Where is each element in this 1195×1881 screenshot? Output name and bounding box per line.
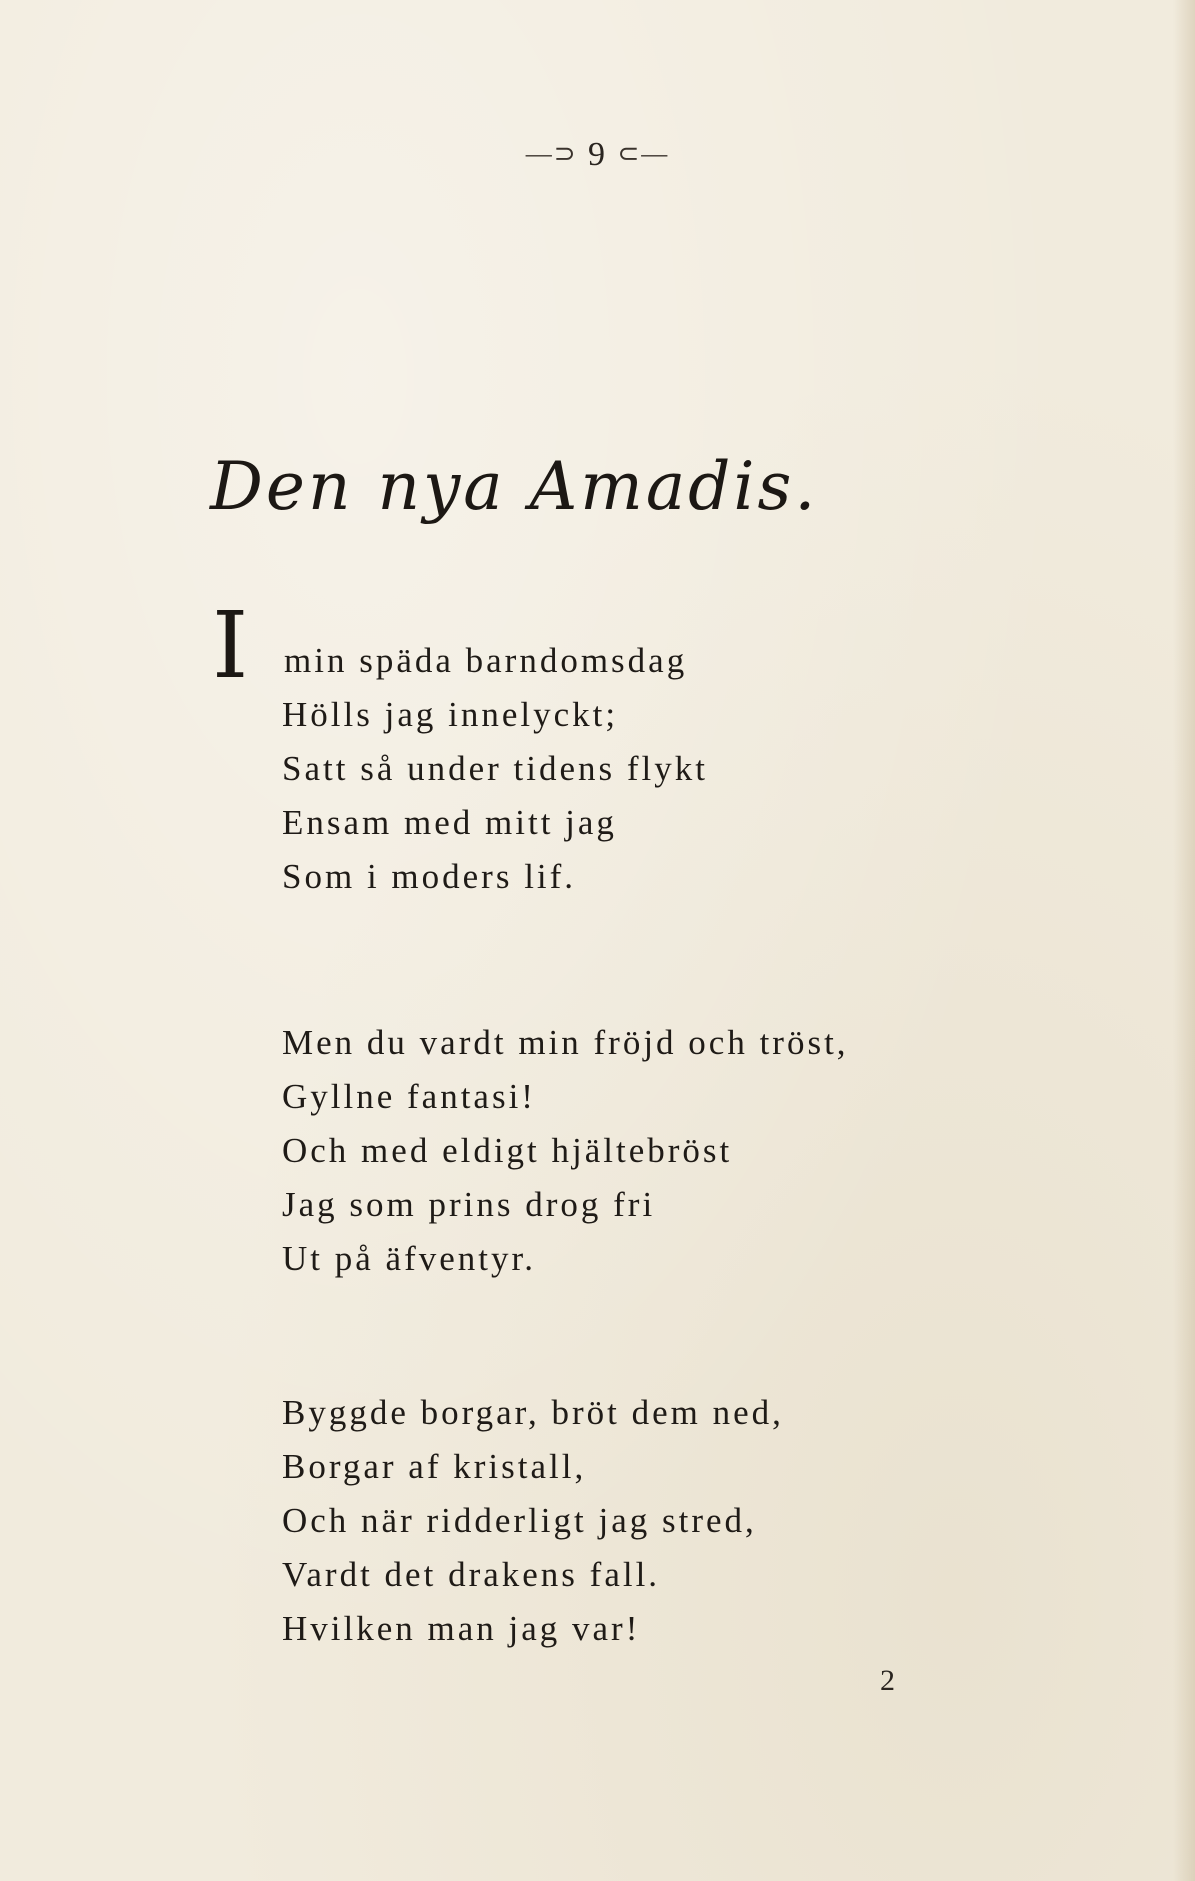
stanza-2 (282, 1016, 849, 1286)
stanza-3 (282, 1386, 784, 1656)
verse-line: Men du vardt min fröjd och tröst, (282, 1023, 849, 1062)
verse-line: Byggde borgar, bröt dem ned, (282, 1393, 784, 1432)
drop-cap: I (212, 592, 249, 699)
page-number: 9 (588, 136, 607, 173)
verse-line: Som i moders lif. (282, 857, 577, 896)
stanza-1 (282, 634, 708, 904)
verse-line: min späda barndomsdag (284, 641, 688, 680)
verse-line: Och med eldigt hjältebröst (282, 1131, 733, 1170)
verse-line: Och när ridderligt jag stred, (282, 1501, 757, 1540)
verse-line: Hvilken man jag var! (282, 1609, 641, 1648)
signature-mark: 2 (880, 1664, 895, 1697)
verse-line: Ensam med mitt jag (282, 803, 617, 842)
poem-title: Den nya Amadis. (210, 448, 819, 525)
page-edge-shadow (1173, 0, 1195, 1881)
ornament-left-icon: —⊃ (525, 139, 578, 168)
verse-line: Gyllne fantasi! (282, 1077, 536, 1116)
page-header (0, 136, 1195, 174)
verse-line: Vardt det drakens fall. (282, 1555, 661, 1594)
verse-line: Jag som prins drog fri (282, 1185, 656, 1224)
verse-line: Satt så under tidens flykt (282, 749, 709, 788)
verse-line: Hölls jag innelyckt; (282, 695, 619, 734)
verse-line: Ut på äfventyr. (282, 1239, 536, 1278)
verse-line: Borgar af kristall, (282, 1447, 587, 1486)
ornament-right-icon: ⊂— (617, 139, 670, 168)
